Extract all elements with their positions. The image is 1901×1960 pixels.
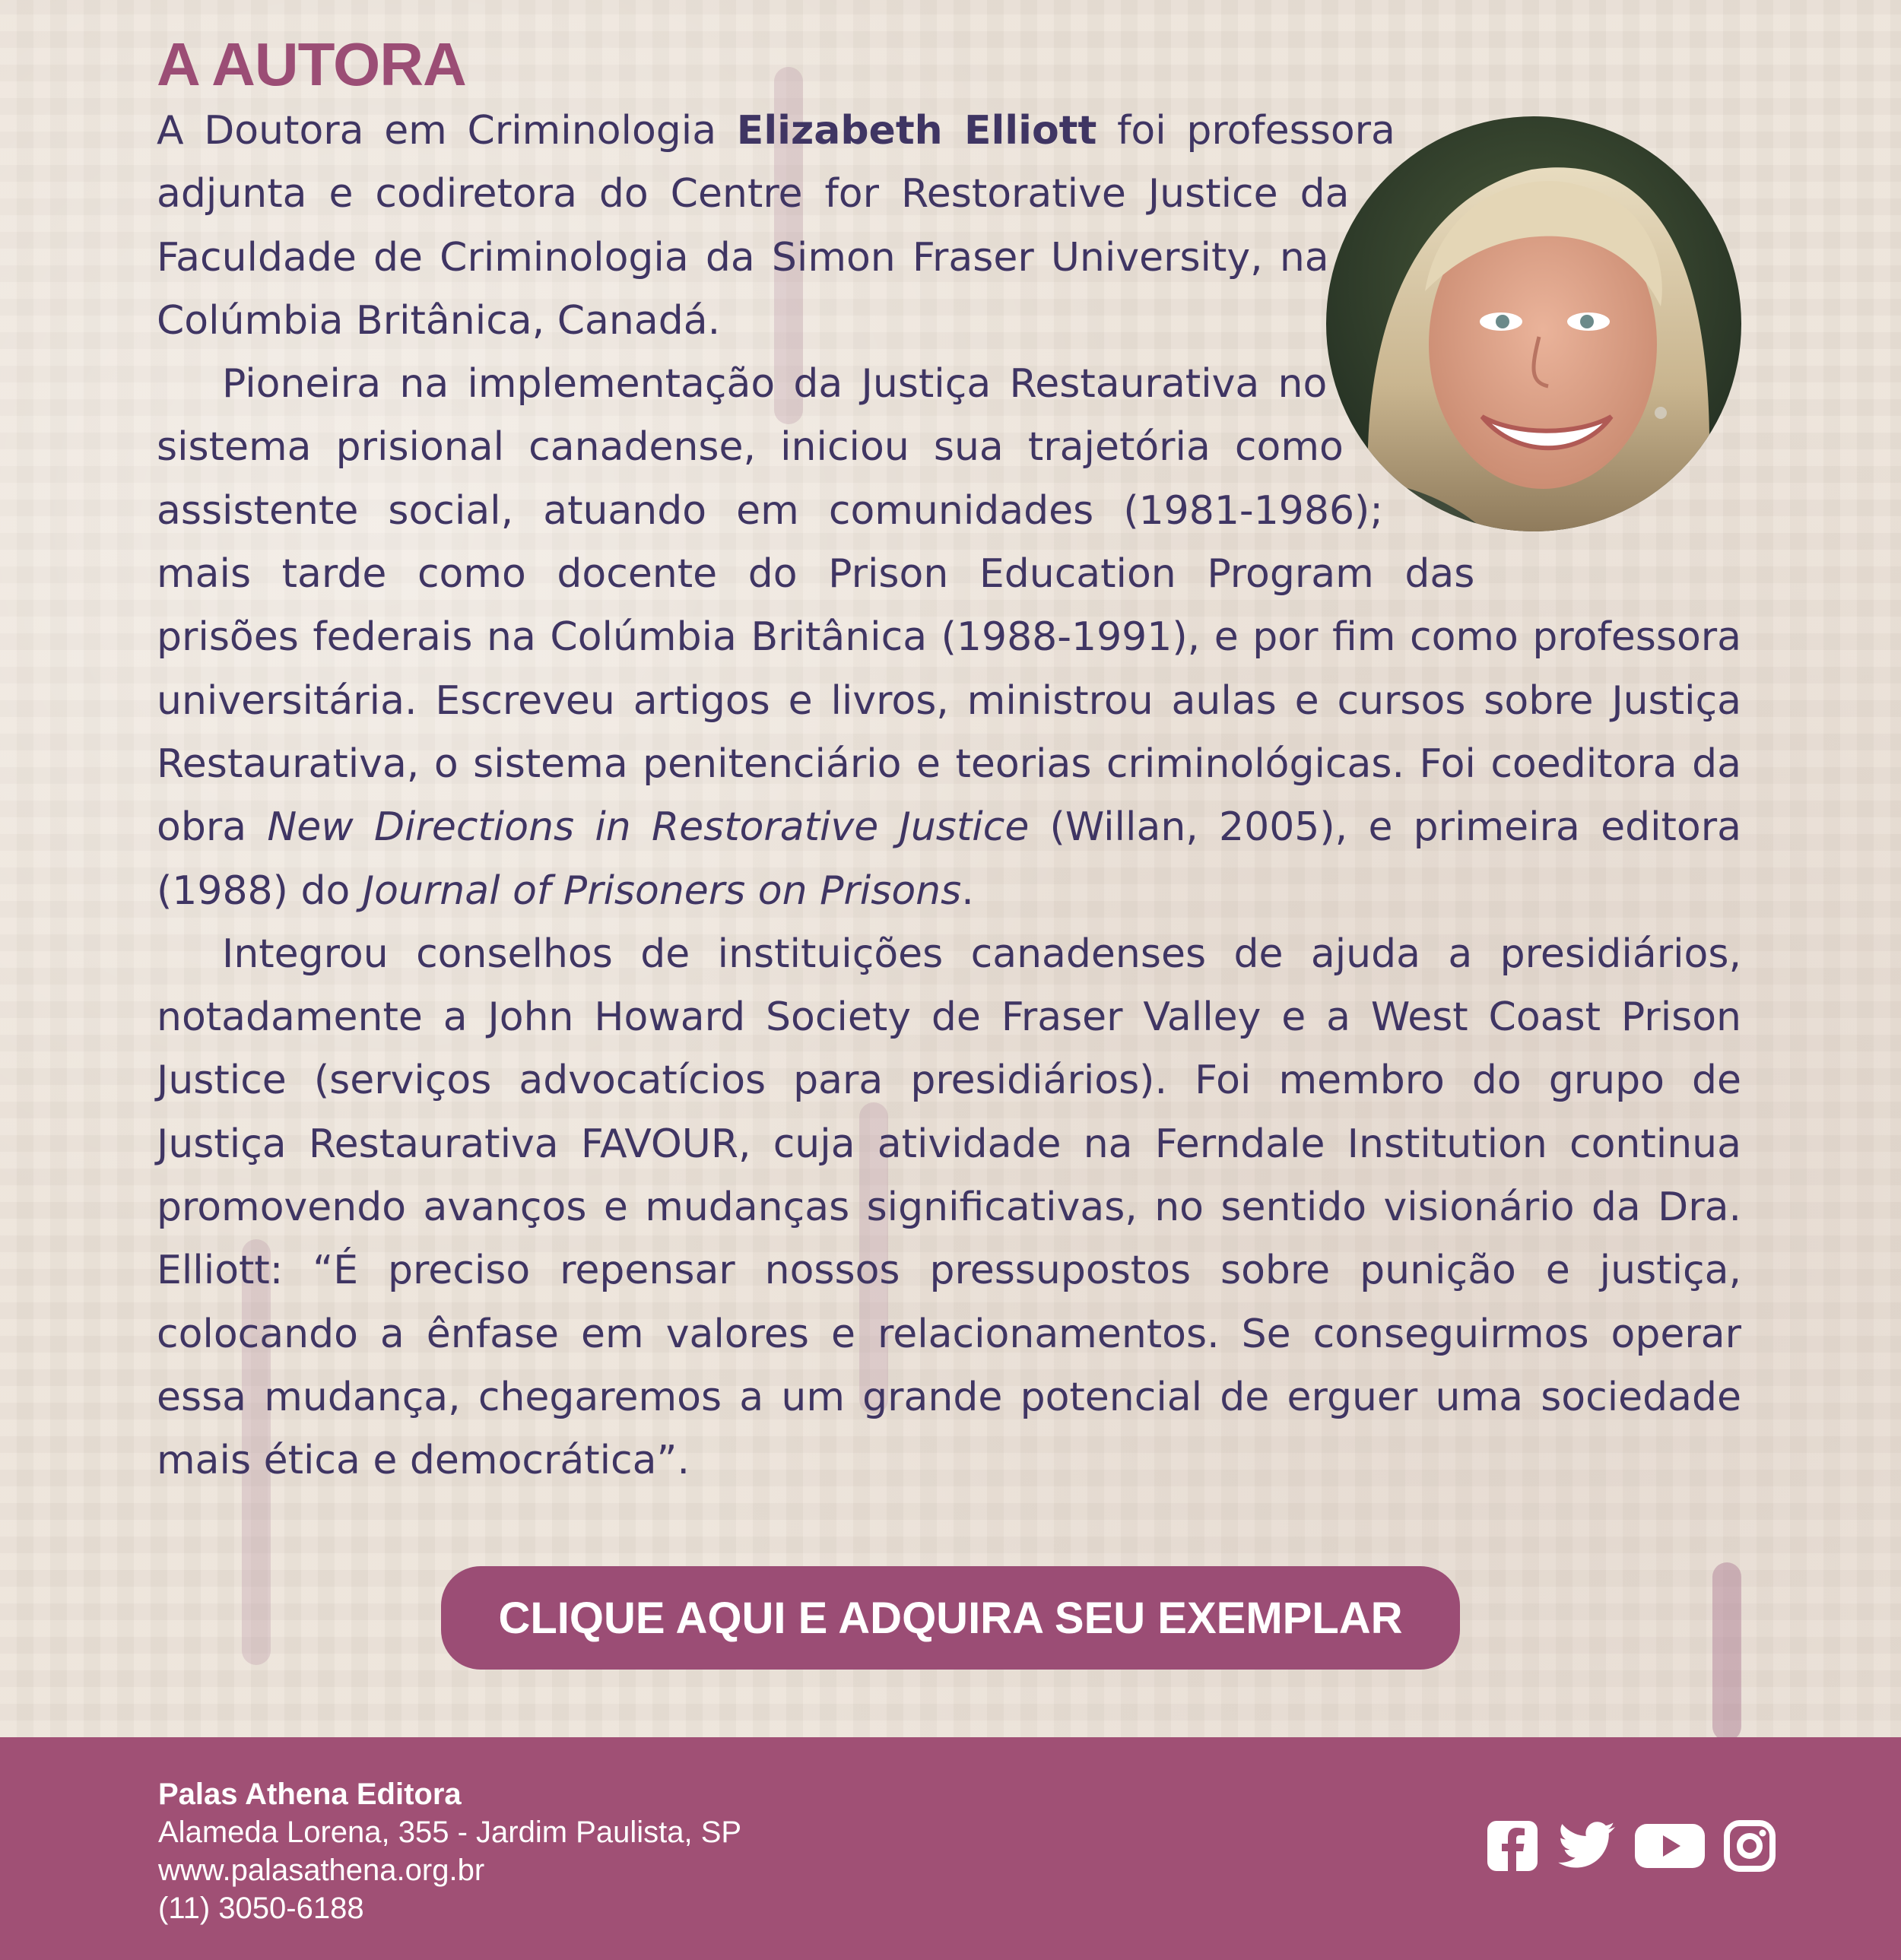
bio-paragraph: A Doutora em Criminologia Elizabeth Elliott foi professora adjunta e codiretora do Centre for Restorative Justice da Faculdade de Criminologia da Simon Fraser University, na Colúmbia Britânica, Canadá. (157, 108, 1395, 344)
publisher-address: Alameda Lorena, 355 - Jardim Paulista, SP (158, 1816, 742, 1849)
twitter-icon[interactable] (1556, 1819, 1617, 1873)
section-title: A AUTORA (157, 30, 466, 98)
author-bio (157, 100, 1741, 1493)
footer-contact (158, 1775, 741, 1927)
publisher-phone: (11) 3050-6188 (158, 1892, 364, 1925)
buy-button[interactable]: CLIQUE AQUI E ADQUIRA SEU EXEMPLAR (441, 1566, 1460, 1670)
bio-paragraph: Pioneira na implementação da Justiça Restaurativa no sistema prisional canadense, iniciou sua trajetória como assistente social, atuando em comunidades (1981-1986); mais tarde como docente do Prison Education Program das prisões federais na Colúmbia Britânica (1988-1991), e por fim como professora universitária. Escreveu artigos e livros, ministrou aulas e cursos sobre Justiça Restaurativa, o sistema penitenciário e teorias criminológicas. Foi coeditora da obra New Directions in Restorative Justice (Willan, 2005), e primeira editora (1988) do Journal of Prisoners on Prisons. (157, 361, 1741, 914)
journal-title: Journal of Prisoners on Prisons (362, 867, 962, 914)
decorative-drip (1712, 1562, 1741, 1741)
instagram-icon[interactable] (1723, 1819, 1776, 1873)
book-title: New Directions in Restorative Justice (267, 804, 1030, 851)
social-links (1486, 1819, 1776, 1873)
author-name: Elizabeth Elliott (736, 108, 1097, 154)
bio-paragraph: Integrou conselhos de instituições canadenses de ajuda a presidiários, notadamente a John Howard Society de Fraser Valley e a West Coast Prison Justice (serviços advocatícios para presidiários). Foi membro do grupo de Justiça Restaurativa FAVOUR, cuja atividade na Ferndale Institution continua promovendo avanços e mudanças significativas, no sentido visionário da Dra. Elliott: “É preciso repensar nossos pressupostos sobre punição e justiça, colocando a ênfase em valores e relacionamentos. Se conseguirmos operar essa mudança, chegaremos a um grande potencial de erguer uma sociedade mais ética e democrática”. (157, 931, 1741, 1484)
footer (0, 1737, 1901, 1960)
publisher-website[interactable]: www.palasathena.org.br (158, 1854, 485, 1887)
youtube-icon[interactable] (1633, 1819, 1706, 1873)
facebook-icon[interactable] (1486, 1819, 1539, 1873)
publisher-name: Palas Athena Editora (158, 1778, 462, 1811)
